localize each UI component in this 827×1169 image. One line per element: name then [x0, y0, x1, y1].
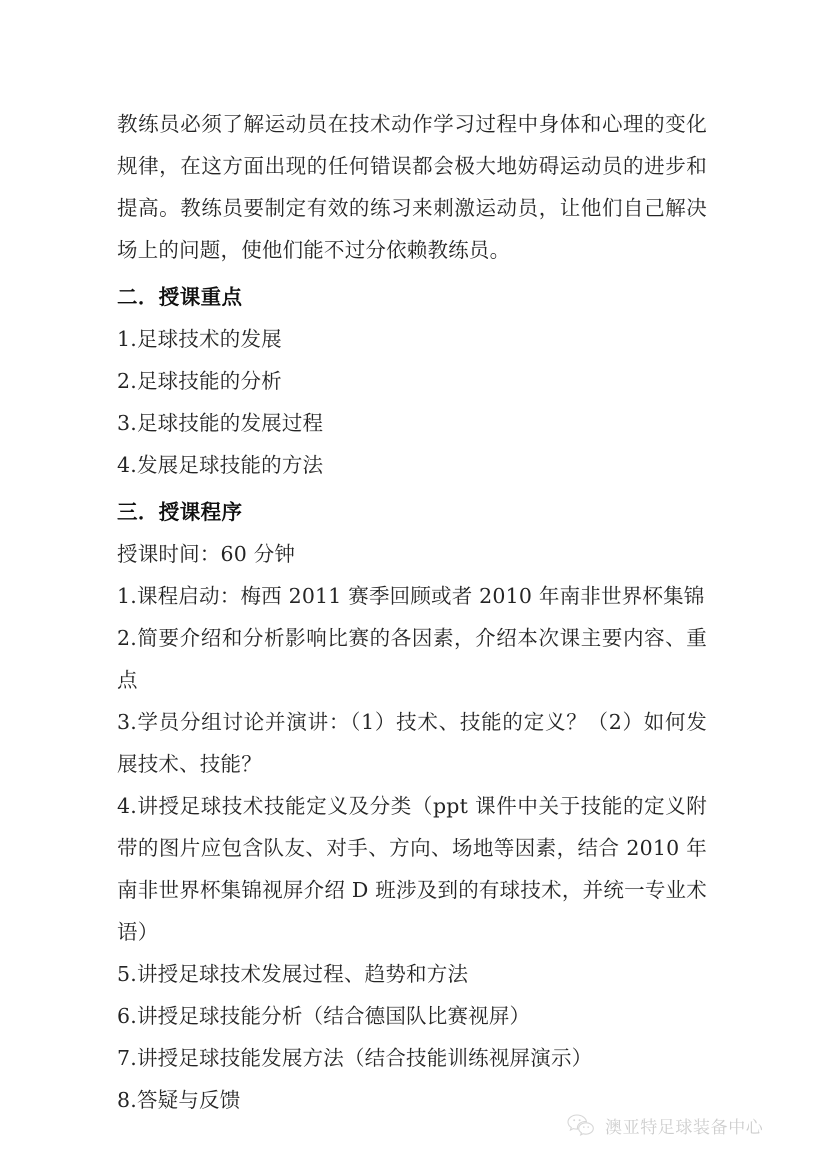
list-item: 6.讲授足球技能分析（结合德国队比赛视屏）	[117, 1004, 531, 1028]
intro-paragraph: 教练员必须了解运动员在技术动作学习过程中身体和心理的变化规律，在这方面出现的任何错误都会极大地妨碍运动员的进步和提高。教练员要制定有效的练习来刺激运动员，让他们自己解决场上的问题，使他们能不过分依赖教练员。	[117, 112, 707, 262]
list-item: 5.讲授足球技术发展过程、趋势和方法	[117, 962, 469, 986]
list-item: 8.答疑与反馈	[117, 1088, 241, 1112]
list-item: 1.课程启动：梅西 2011 赛季回顾或者 2010 年南非世界杯集锦	[117, 584, 705, 608]
list-item: 1.足球技术的发展	[117, 327, 282, 351]
section-heading-three: 三．授课程序	[117, 500, 243, 524]
lesson-duration: 授课时间：60 分钟	[117, 542, 296, 566]
list-item: 2.足球技能的分析	[117, 369, 282, 393]
list-item: 3.足球技能的发展过程	[117, 411, 324, 435]
wechat-icon	[566, 1112, 596, 1138]
footer-watermark	[566, 1112, 763, 1138]
list-item: 3.学员分组讨论并演讲：（1）技术、技能的定义？（2）如何发展技术、技能？	[117, 710, 707, 776]
list-item: 4.讲授足球技术技能定义及分类（ppt 课件中关于技能的定义附带的图片应包含队友、对手、方向、场地等因素，结合 2010 年南非世界杯集锦视屏介绍 D 班涉及到的有球技术，并统一专业术语）	[117, 794, 707, 944]
list-item: 7.讲授足球技能发展方法（结合技能训练视屏演示）	[117, 1046, 593, 1070]
section-heading-two: 二．授课重点	[117, 285, 243, 309]
list-item: 2.简要介绍和分析影响比赛的各因素，介绍本次课主要内容、重点	[117, 626, 707, 692]
watermark-label: 澳亚特足球装备中心	[605, 1117, 764, 1138]
list-item: 4.发展足球技能的方法	[117, 453, 324, 477]
document-body	[117, 103, 707, 1121]
